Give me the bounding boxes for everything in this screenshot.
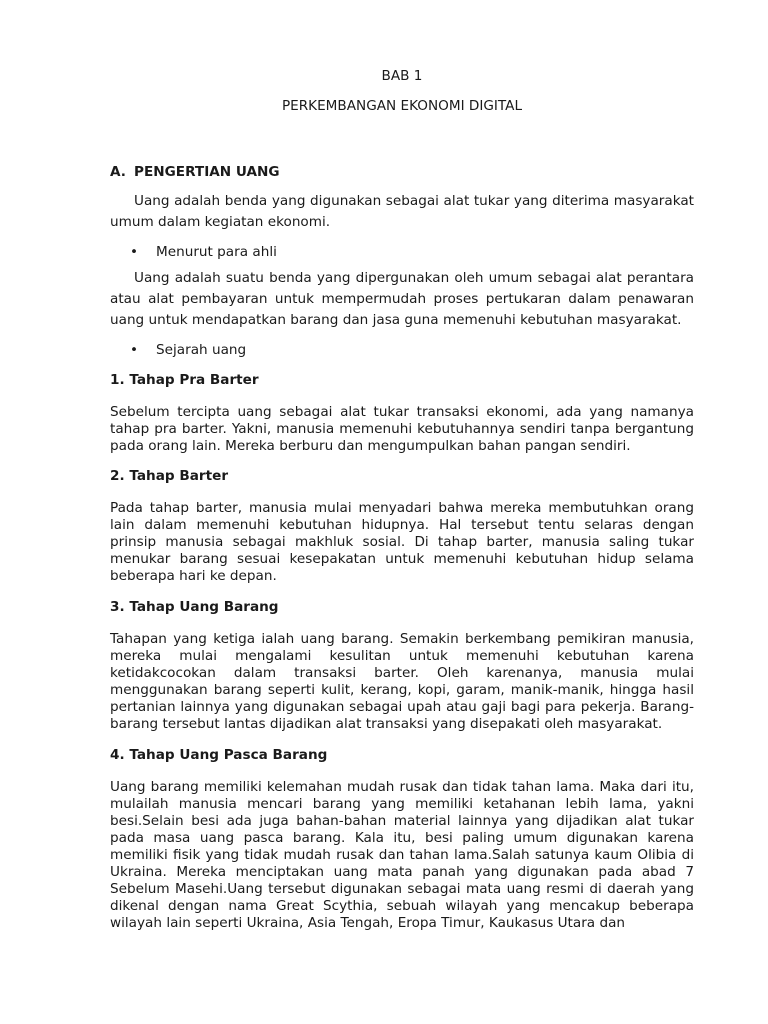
bullet-item [110, 242, 694, 262]
stage-heading: 3. Tahap Uang Barang [110, 599, 279, 615]
section-letter: A. [110, 164, 126, 180]
bullet-label: Sejarah uang [156, 342, 247, 358]
section-heading [110, 162, 694, 182]
stage-paragraph: Sebelum tercipta uang sebagai alat tukar transaksi ekonomi, ada yang namanya tahap pra barter. Yakni, manusia memenuhi kebutuhannya sendiri tanpa bergantung pada orang lain. Mereka berburu dan mengumpulkan bahan pangan sendiri. [110, 404, 694, 454]
stage-paragraph: Tahapan yang ketiga ialah uang barang. Semakin berkembang pemikiran manusia, mereka mulai mengalami kesulitan untuk memenuhi kebutuhan karena ketidakcocokan dalam transaksi barter. Oleh karenanya, manusia mulai menggunakan barang seperti kulit, kerang, kopi, garam, manik-manik, hingga hasil pertanian lainnya yang digunakan sebagai upah atau gaji bagi para pekerja. Barang-barang tersebut lantas dijadikan alat transaksi yang disepakati oleh masyarakat. [110, 631, 694, 732]
expert-paragraph: Uang adalah suatu benda yang dipergunakan oleh umum sebagai alat perantara atau alat pembayaran untuk mempermudah proses pertukaran dalam penawaran uang untuk mendapatkan barang dan jasa guna memenuhi kebutuhan masyarakat. [110, 270, 694, 328]
stage-heading: 2. Tahap Barter [110, 468, 229, 484]
stage-paragraph: Uang barang memiliki kelemahan mudah rusak dan tidak tahan lama. Maka dari itu, mulailah manusia mencari barang yang memiliki ketahanan lebih lama, yakni besi.Selain besi ada juga bahan-bahan material lainnya yang dijadikan alat tukar pada masa uang pasca barang. Kala itu, besi paling umum digunakan karena memiliki fisik yang tidak mudah rusak dan tahan lama.Salah satunya kaum Olibia di Ukraina. Mereka menciptakan uang mata panah yang digunakan pada abad 7 Sebelum Masehi.Uang tersebut digunakan sebagai mata uang resmi di daerah yang dikenal dengan nama Great Scythia, sebuah wilayah yang mencakup beberapa wilayah lain seperti Ukraina, Asia Tengah, Eropa Timur, Kaukasus Utara dan [110, 779, 694, 931]
document-body [110, 66, 694, 932]
bullet-icon: • [130, 244, 139, 260]
bullet-label: Menurut para ahli [156, 244, 277, 260]
stage-paragraph: Pada tahap barter, manusia mulai menyadari bahwa mereka membutuhkan orang lain dalam memenuhi kebutuhan hidupnya. Hal tersebut tentu selaras dengan prinsip manusia sebagai makhluk sosial. Di tahap barter, manusia saling tukar menukar barang sesuai kesepakatan untuk memenuhi kebutuhan hidup selama beberapa hari ke depan. [110, 500, 694, 584]
intro-paragraph: Uang adalah benda yang digunakan sebagai alat tukar yang diterima masyarakat umum dalam kegiatan ekonomi. [110, 193, 694, 230]
document-title: PERKEMBANGAN EKONOMI DIGITAL [281, 98, 523, 114]
stage-heading: 1. Tahap Pra Barter [110, 372, 259, 388]
bullet-item [110, 340, 694, 360]
stage-heading: 4. Tahap Uang Pasca Barang [110, 747, 328, 763]
bullet-icon: • [130, 342, 139, 358]
chapter-label: BAB 1 [381, 68, 423, 84]
section-title: PENGERTIAN UANG [134, 164, 280, 180]
